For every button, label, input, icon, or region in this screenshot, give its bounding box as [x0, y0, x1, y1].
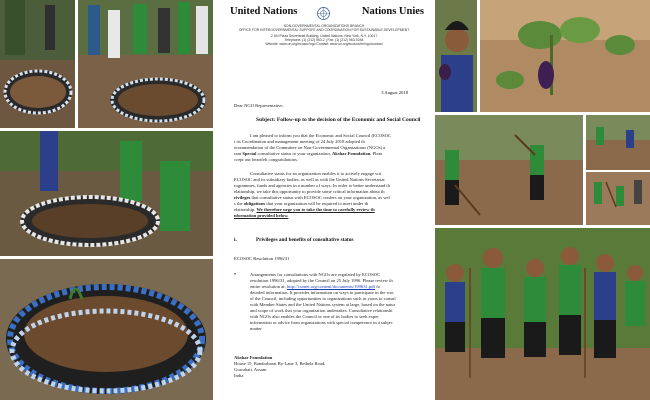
- photo-tyre-planter-gardening: [78, 0, 213, 128]
- bullet-line9: information or advice from organizations with special competence in a subjec: [250, 320, 393, 325]
- para2-line2: ECOSOC and its subsidiary bodies, as well as with the United Nations Secretariat: [234, 177, 385, 182]
- section-number: i.: [234, 237, 237, 243]
- un-emblem-icon: [316, 6, 331, 21]
- bullet-line10: matter.: [250, 326, 263, 331]
- org-name-en: United Nations: [230, 6, 298, 17]
- letter-phone: Telephone: (1) (212) 963-2 | Fax: (1) (212) 963-9248: [284, 38, 364, 42]
- photo-blue-bottle-planter: [0, 259, 213, 400]
- para1-line3: ecommendation of the Committee on Non-Governmental Organizations (NGOs) a: [234, 145, 386, 150]
- resolution-link[interactable]: http://csonet.org/content/documents/199631.pdf: [286, 284, 376, 289]
- bullet-line5: of the Council, including opportunities to organizations such as yours to consul: [250, 296, 396, 301]
- letter-subheading-2: OFFICE FOR INTERGOVERNMENTAL SUPPORT AND COORDINATION FOR SUSTAINABLE DEVELOPMENT: [238, 28, 410, 32]
- para2-line4: elationship, we take this opportunity to provide some critical information about th: [234, 189, 385, 194]
- signature-name: Akshar Foundation: [234, 355, 273, 360]
- para2-line6: s the obligations that your organization will be required to meet under th: [234, 201, 369, 206]
- salutation: Dear NGO Representative,: [234, 103, 284, 108]
- photo-students-group: [435, 228, 650, 400]
- para2-line8: nformation provided below.: [234, 213, 289, 218]
- letter-date: 3 August 2018: [381, 90, 408, 95]
- photo-field-strip-1: [586, 115, 650, 170]
- letter-header: [216, 6, 432, 20]
- bullet-line3: entire resolution at: http://csonet.org/content/documents/199631.pdf fo: [250, 284, 381, 289]
- para1-line2: t its Coordination and management meeting of 24 July 2018 adopted th: [234, 139, 365, 144]
- bullet-line2: resolution 1996/31, adopted by the Council on 25 July 1996. Please review th: [250, 278, 393, 283]
- para1-line4: rant Special consultative status to your organization, Akshar Foundation. Pleas: [234, 151, 383, 156]
- para2-line3: rogrammes, funds and agencies in a number of ways. In order to better understand th: [234, 183, 390, 188]
- letter-web: Website: www.un.org/ecosoc/ngo Contact: www.un.org/ecosoc/en/ngo/contact: [265, 42, 383, 46]
- para2-line1: Consultative status for an organization enables it to actively engage wit: [250, 171, 382, 176]
- letter-subheading-1: NON-GOVERNMENTAL ORGANIZATIONS BRANCH: [283, 24, 365, 28]
- letter-subject: Subject: Follow-up to the decision of the Economic and Social Council: [256, 117, 421, 123]
- bullet-line1: Arrangements for consultations with NGOs are regulated by ECOSOC: [250, 272, 381, 277]
- org-name-fr: Nations Unies: [361, 6, 424, 17]
- photo-boys-digging: [435, 115, 583, 225]
- letter-address: 2 UN Plaza Secretariat Building, United Nations, New York, N.Y. 10017: [270, 34, 378, 38]
- signature-address-2: Guwahati, Assam: [234, 367, 267, 372]
- photo-eggplant-plant: [480, 0, 650, 112]
- bullet-line6: with Member States and the United Nations system at large, based on the natur: [250, 302, 396, 307]
- bullet-line4: detailed information. It provides information on ways to participate in the wor: [250, 290, 394, 295]
- resolution-heading: ECOSOC Resolution 1996/31: [234, 256, 290, 261]
- signature-address-1: House 15, Bandorbarat By-Lane 3, Bethela Road,: [234, 361, 326, 366]
- bullet-line7: and scope of work that your organization undertakes. Consultative relationshi: [250, 308, 393, 313]
- para2-line5: rivileges that consultative status with ECOSOC confers on your organization, as wel: [234, 195, 390, 200]
- photo-girl-eggplant: [435, 0, 477, 112]
- signature-address-3: India: [234, 373, 244, 378]
- photo-tyre-planters-top: [0, 0, 75, 128]
- photo-children-arranging-planter: [0, 131, 213, 256]
- para2-line7: elationship. We therefore urge you to take the time to carefully review th: [234, 207, 375, 212]
- photo-field-strip-2: [586, 172, 650, 225]
- bullet-line8: with NGOs also enables the Council or one of its bodies to seek exper: [250, 314, 379, 319]
- un-letter: [216, 0, 432, 400]
- para1-line1: I am pleased to inform you that the Economic and Social Council (ECOSOC: [250, 133, 392, 138]
- section-title: Privileges and benefits of consultative status: [256, 237, 354, 243]
- para1-line5: ccept our heartfelt congratulations.: [234, 157, 299, 162]
- bullet-dot-icon: •: [234, 272, 237, 278]
